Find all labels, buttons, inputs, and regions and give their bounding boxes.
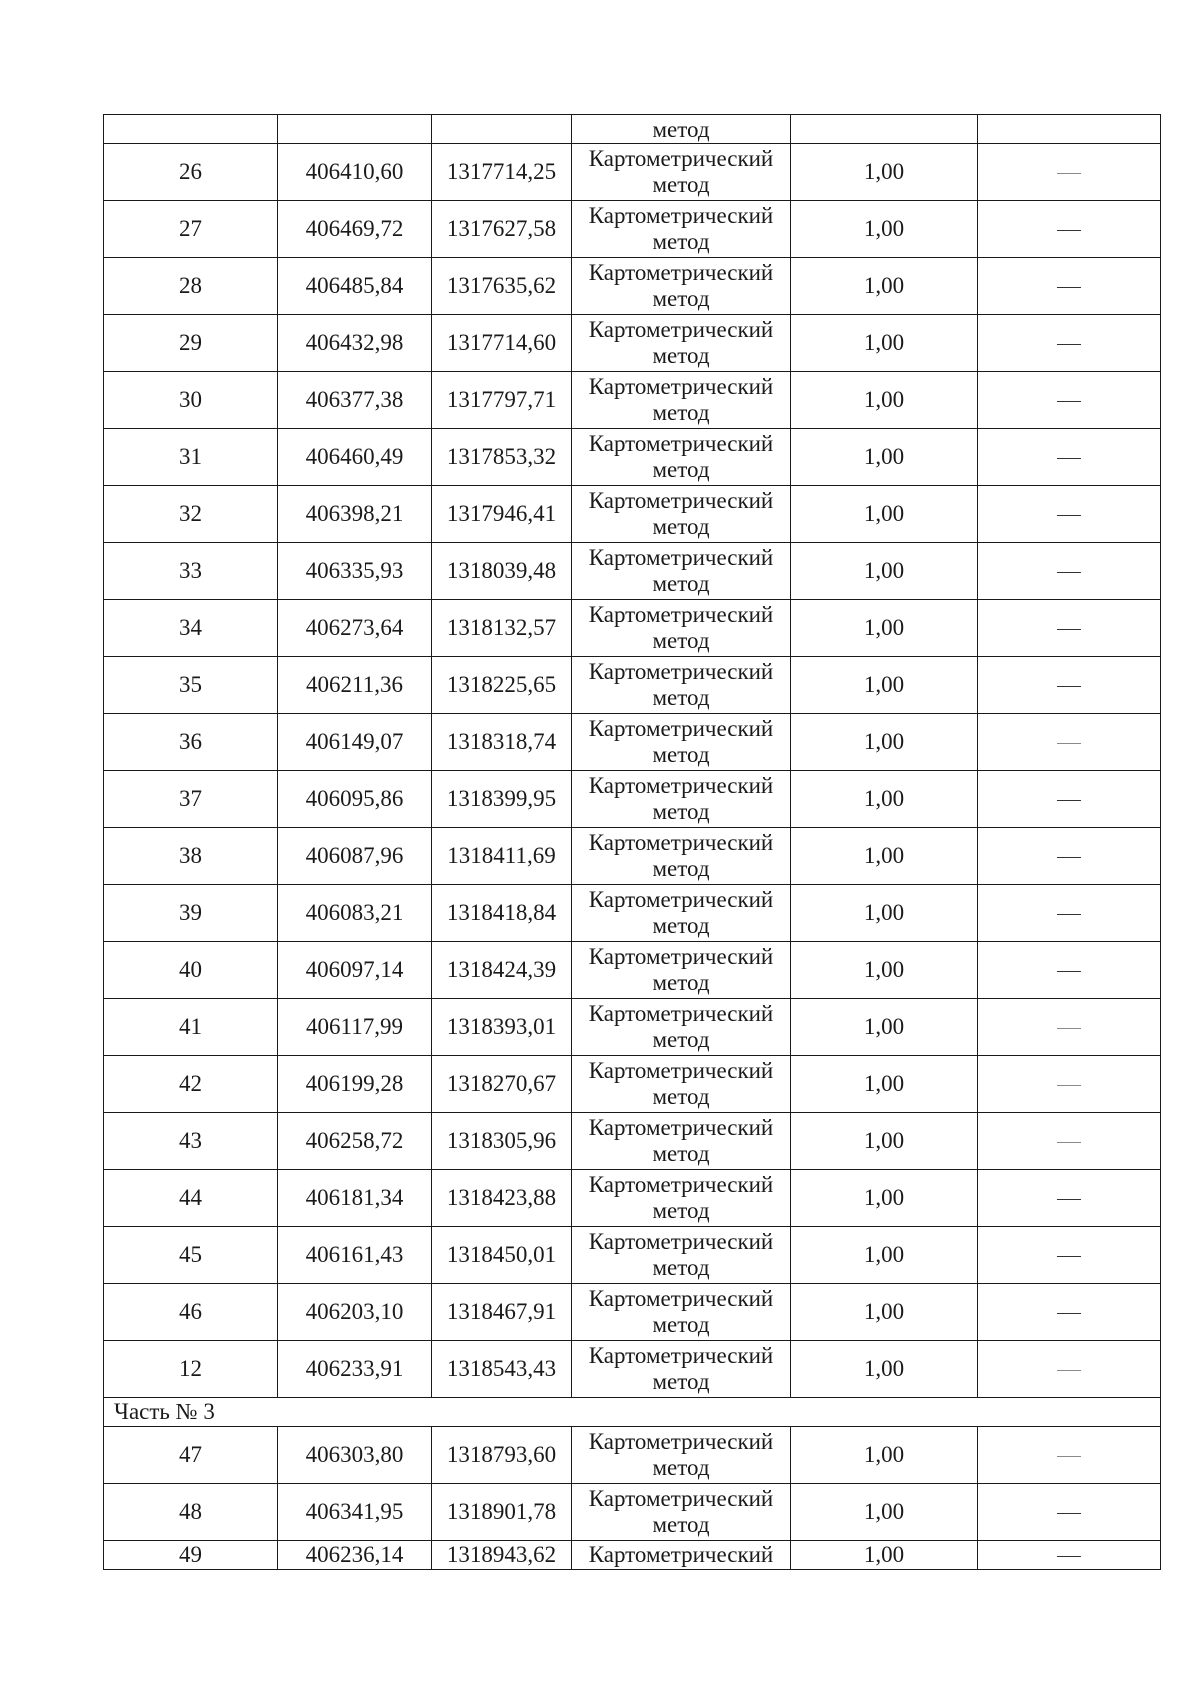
method-line-2: метод xyxy=(652,1141,710,1166)
cell-x-coordinate: 406095,86 xyxy=(278,771,432,828)
cell-point-number: 37 xyxy=(104,771,278,828)
cell-x-coordinate: 406149,07 xyxy=(278,714,432,771)
cell-x-coordinate xyxy=(278,115,432,144)
cell-note xyxy=(978,600,1161,657)
table-row-part-header xyxy=(104,1398,1161,1427)
table-row xyxy=(104,1341,1161,1398)
cell-note xyxy=(978,201,1161,258)
method-line-2: метод xyxy=(652,343,710,368)
cell-point-number: 38 xyxy=(104,828,278,885)
method-line-2: метод xyxy=(652,970,710,995)
cell-error: 1,00 xyxy=(791,201,978,258)
method-line-1: Картометрический xyxy=(588,1343,774,1368)
cell-point-number: 36 xyxy=(104,714,278,771)
method-line-2: метод xyxy=(652,400,710,425)
dash-mark xyxy=(1057,572,1081,573)
cell-error: 1,00 xyxy=(791,1341,978,1398)
cell-point-number: 34 xyxy=(104,600,278,657)
cell-x-coordinate: 406377,38 xyxy=(278,372,432,429)
method-line-1: Картометрический xyxy=(588,887,774,912)
cell-note xyxy=(978,771,1161,828)
dash-mark xyxy=(1057,1456,1081,1457)
cell-error: 1,00 xyxy=(791,828,978,885)
method-line-1: Картометрический xyxy=(588,773,774,798)
method-line-2: метод xyxy=(652,172,710,197)
method-line-1: Картометрический xyxy=(588,1229,774,1254)
cell-point-number: 31 xyxy=(104,429,278,486)
cell-method xyxy=(572,543,791,600)
cell-error: 1,00 xyxy=(791,1541,978,1570)
cell-y-coordinate: 1318132,57 xyxy=(432,600,572,657)
cell-point-number: 49 xyxy=(104,1541,278,1570)
cell-error: 1,00 xyxy=(791,429,978,486)
cell-method xyxy=(572,885,791,942)
method-line-1: Картометрический xyxy=(588,944,774,969)
method-line-2: метод xyxy=(652,685,710,710)
cell-x-coordinate: 406341,95 xyxy=(278,1484,432,1541)
cell-note xyxy=(978,486,1161,543)
cell-note xyxy=(978,1427,1161,1484)
method-line-1: Картометрический xyxy=(588,431,774,456)
dash-mark xyxy=(1057,458,1081,459)
cell-point-number: 30 xyxy=(104,372,278,429)
method-line-2: метод xyxy=(652,1512,710,1537)
cell-y-coordinate: 1317714,25 xyxy=(432,144,572,201)
cell-method xyxy=(572,828,791,885)
cell-point-number: 32 xyxy=(104,486,278,543)
table-row xyxy=(104,543,1161,600)
cell-point-number: 12 xyxy=(104,1341,278,1398)
table-row xyxy=(104,657,1161,714)
cell-method xyxy=(572,372,791,429)
cell-note xyxy=(978,1484,1161,1541)
cell-x-coordinate: 406181,34 xyxy=(278,1170,432,1227)
table-row xyxy=(104,771,1161,828)
dash-mark xyxy=(1057,971,1081,972)
table-row xyxy=(104,315,1161,372)
cell-note xyxy=(978,1284,1161,1341)
method-line-1: Картометрический xyxy=(588,317,774,342)
cell-error: 1,00 xyxy=(791,486,978,543)
dash-mark xyxy=(1057,1028,1081,1029)
cell-error: 1,00 xyxy=(791,771,978,828)
dash-mark xyxy=(1057,230,1081,231)
cell-x-coordinate: 406432,98 xyxy=(278,315,432,372)
cell-x-coordinate: 406117,99 xyxy=(278,999,432,1056)
table-row xyxy=(104,201,1161,258)
cell-point-number: 46 xyxy=(104,1284,278,1341)
method-line-1: Картометрический xyxy=(588,374,774,399)
method-line-1: Картометрический xyxy=(588,1115,774,1140)
cell-note xyxy=(978,1170,1161,1227)
table-row xyxy=(104,1541,1161,1570)
dash-mark xyxy=(1057,287,1081,288)
cell-x-coordinate: 406087,96 xyxy=(278,828,432,885)
cell-point-number: 43 xyxy=(104,1113,278,1170)
dash-mark xyxy=(1057,1256,1081,1257)
cell-method xyxy=(572,1056,791,1113)
cell-y-coordinate: 1318423,88 xyxy=(432,1170,572,1227)
cell-y-coordinate: 1318901,78 xyxy=(432,1484,572,1541)
cell-y-coordinate: 1318543,43 xyxy=(432,1341,572,1398)
cell-x-coordinate: 406097,14 xyxy=(278,942,432,999)
cell-error: 1,00 xyxy=(791,144,978,201)
method-line-2: метод xyxy=(652,457,710,482)
cell-error: 1,00 xyxy=(791,258,978,315)
cell-point-number: 35 xyxy=(104,657,278,714)
method-line-1: Картометрический xyxy=(588,488,774,513)
cell-part-label: Часть № 3 xyxy=(104,1398,1161,1427)
cell-error: 1,00 xyxy=(791,1227,978,1284)
cell-x-coordinate: 406233,91 xyxy=(278,1341,432,1398)
cell-note xyxy=(978,999,1161,1056)
cell-y-coordinate: 1317946,41 xyxy=(432,486,572,543)
dash-mark xyxy=(1057,629,1081,630)
cell-x-coordinate: 406460,49 xyxy=(278,429,432,486)
cell-point-number: 29 xyxy=(104,315,278,372)
cell-method xyxy=(572,999,791,1056)
table-row xyxy=(104,144,1161,201)
cell-method xyxy=(572,429,791,486)
table-row-continuation xyxy=(104,115,1161,144)
cell-point-number: 33 xyxy=(104,543,278,600)
cell-method xyxy=(572,942,791,999)
cell-point-number: 44 xyxy=(104,1170,278,1227)
cell-note xyxy=(978,828,1161,885)
cell-method xyxy=(572,1227,791,1284)
cell-point-number: 40 xyxy=(104,942,278,999)
table-row xyxy=(104,942,1161,999)
cell-x-coordinate: 406303,80 xyxy=(278,1427,432,1484)
method-line-1: Картометрический xyxy=(588,1058,774,1083)
method-line-2: метод xyxy=(652,571,710,596)
cell-method xyxy=(572,1284,791,1341)
cell-x-coordinate: 406199,28 xyxy=(278,1056,432,1113)
table-row xyxy=(104,372,1161,429)
cell-note xyxy=(978,429,1161,486)
cell-note xyxy=(978,1227,1161,1284)
cell-x-coordinate: 406410,60 xyxy=(278,144,432,201)
cell-x-coordinate: 406211,36 xyxy=(278,657,432,714)
dash-mark xyxy=(1057,1556,1081,1557)
dash-mark xyxy=(1057,344,1081,345)
cell-x-coordinate: 406236,14 xyxy=(278,1541,432,1570)
dash-mark xyxy=(1057,857,1081,858)
cell-note xyxy=(978,144,1161,201)
cell-x-coordinate: 406273,64 xyxy=(278,600,432,657)
method-line-1: Картометрический xyxy=(588,716,774,741)
cell-note xyxy=(978,885,1161,942)
cell-method xyxy=(572,1341,791,1398)
method-line-1: Картометрический xyxy=(588,260,774,285)
table-row xyxy=(104,885,1161,942)
table-row xyxy=(104,1427,1161,1484)
table-row xyxy=(104,1170,1161,1227)
cell-method xyxy=(572,1427,791,1484)
cell-error: 1,00 xyxy=(791,657,978,714)
dash-mark xyxy=(1057,1313,1081,1314)
cell-error: 1,00 xyxy=(791,885,978,942)
cell-method xyxy=(572,258,791,315)
cell-note xyxy=(978,258,1161,315)
cell-x-coordinate: 406485,84 xyxy=(278,258,432,315)
cell-x-coordinate: 406203,10 xyxy=(278,1284,432,1341)
table-row xyxy=(104,828,1161,885)
method-line-1: Картометрический xyxy=(588,1486,774,1511)
cell-method xyxy=(572,714,791,771)
cell-error: 1,00 xyxy=(791,942,978,999)
cell-note xyxy=(978,1056,1161,1113)
table-row xyxy=(104,429,1161,486)
cell-method xyxy=(572,600,791,657)
cell-y-coordinate: 1318467,91 xyxy=(432,1284,572,1341)
cell-error: 1,00 xyxy=(791,1113,978,1170)
dash-mark xyxy=(1057,686,1081,687)
cell-y-coordinate: 1318399,95 xyxy=(432,771,572,828)
cell-error: 1,00 xyxy=(791,999,978,1056)
coordinates-table-body xyxy=(104,115,1161,1570)
cell-note xyxy=(978,315,1161,372)
cell-error: 1,00 xyxy=(791,315,978,372)
table-row xyxy=(104,1284,1161,1341)
cell-y-coordinate: 1318943,62 xyxy=(432,1541,572,1570)
cell-point-number: 41 xyxy=(104,999,278,1056)
cell-y-coordinate: 1318418,84 xyxy=(432,885,572,942)
cell-error: 1,00 xyxy=(791,1056,978,1113)
table-row xyxy=(104,600,1161,657)
cell-x-coordinate: 406083,21 xyxy=(278,885,432,942)
dash-mark xyxy=(1057,1142,1081,1143)
cell-method xyxy=(572,144,791,201)
cell-note xyxy=(978,1341,1161,1398)
cell-method: Картометрический xyxy=(572,1541,791,1570)
cell-method xyxy=(572,771,791,828)
cell-note xyxy=(978,942,1161,999)
cell-note xyxy=(978,115,1161,144)
cell-note xyxy=(978,714,1161,771)
cell-x-coordinate: 406161,43 xyxy=(278,1227,432,1284)
cell-x-coordinate: 406469,72 xyxy=(278,201,432,258)
cell-error: 1,00 xyxy=(791,372,978,429)
method-line-1: Картометрический xyxy=(588,146,774,171)
cell-error: 1,00 xyxy=(791,1284,978,1341)
cell-y-coordinate: 1318450,01 xyxy=(432,1227,572,1284)
dash-mark xyxy=(1057,173,1081,174)
cell-note xyxy=(978,1541,1161,1570)
method-line-1: Картометрический xyxy=(588,1429,774,1454)
dash-mark xyxy=(1057,1085,1081,1086)
cell-y-coordinate: 1317797,71 xyxy=(432,372,572,429)
cell-error xyxy=(791,115,978,144)
cell-x-coordinate: 406258,72 xyxy=(278,1113,432,1170)
cell-point-number: 39 xyxy=(104,885,278,942)
cell-y-coordinate: 1318411,69 xyxy=(432,828,572,885)
cell-x-coordinate: 406335,93 xyxy=(278,543,432,600)
cell-error: 1,00 xyxy=(791,1170,978,1227)
method-line-1: Картометрический xyxy=(588,602,774,627)
cell-y-coordinate: 1318424,39 xyxy=(432,942,572,999)
method-line-1: Картометрический xyxy=(588,1286,774,1311)
cell-point-number: 48 xyxy=(104,1484,278,1541)
cell-y-coordinate: 1318793,60 xyxy=(432,1427,572,1484)
method-line-2: метод xyxy=(652,742,710,767)
cell-note xyxy=(978,372,1161,429)
table-row xyxy=(104,1113,1161,1170)
cell-point-number: 42 xyxy=(104,1056,278,1113)
cell-y-coordinate: 1317627,58 xyxy=(432,201,572,258)
method-line-2: метод xyxy=(652,514,710,539)
cell-y-coordinate: 1318393,01 xyxy=(432,999,572,1056)
method-line-2: метод xyxy=(652,856,710,881)
method-line-1: Картометрический xyxy=(588,203,774,228)
cell-y-coordinate: 1317635,62 xyxy=(432,258,572,315)
table-row xyxy=(104,258,1161,315)
cell-note xyxy=(978,1113,1161,1170)
method-line-2: метод xyxy=(652,1027,710,1052)
cell-method xyxy=(572,1113,791,1170)
dash-mark xyxy=(1057,515,1081,516)
method-line-2: метод xyxy=(652,229,710,254)
cell-point-number: 27 xyxy=(104,201,278,258)
cell-method xyxy=(572,1170,791,1227)
cell-y-coordinate: 1318305,96 xyxy=(432,1113,572,1170)
cell-error: 1,00 xyxy=(791,714,978,771)
dash-mark xyxy=(1057,914,1081,915)
method-line-2: метод xyxy=(652,1369,710,1394)
cell-method xyxy=(572,486,791,543)
method-line-1: Картометрический xyxy=(588,1001,774,1026)
dash-mark xyxy=(1057,1513,1081,1514)
table-row xyxy=(104,1484,1161,1541)
cell-method xyxy=(572,1484,791,1541)
cell-error: 1,00 xyxy=(791,543,978,600)
cell-point-number: 28 xyxy=(104,258,278,315)
dash-mark xyxy=(1057,1370,1081,1371)
cell-y-coordinate: 1318225,65 xyxy=(432,657,572,714)
cell-y-coordinate xyxy=(432,115,572,144)
method-line-2: метод xyxy=(652,1198,710,1223)
method-line-2: метод xyxy=(652,628,710,653)
coordinates-table xyxy=(103,114,1161,1570)
table-row xyxy=(104,1227,1161,1284)
cell-method xyxy=(572,657,791,714)
cell-method xyxy=(572,315,791,372)
table-row xyxy=(104,1056,1161,1113)
method-line-2: метод xyxy=(652,913,710,938)
cell-y-coordinate: 1318270,67 xyxy=(432,1056,572,1113)
dash-mark xyxy=(1057,743,1081,744)
method-line-2: метод xyxy=(652,1312,710,1337)
cell-y-coordinate: 1317714,60 xyxy=(432,315,572,372)
method-line-1: Картометрический xyxy=(588,545,774,570)
method-line-2: метод xyxy=(652,286,710,311)
cell-error: 1,00 xyxy=(791,600,978,657)
method-line-1: Картометрический xyxy=(588,1172,774,1197)
method-line-2: метод xyxy=(652,1084,710,1109)
method-line-2: метод xyxy=(652,799,710,824)
cell-y-coordinate: 1318318,74 xyxy=(432,714,572,771)
cell-error: 1,00 xyxy=(791,1427,978,1484)
table-row xyxy=(104,486,1161,543)
cell-y-coordinate: 1317853,32 xyxy=(432,429,572,486)
cell-method xyxy=(572,201,791,258)
cell-point-number: 45 xyxy=(104,1227,278,1284)
dash-mark xyxy=(1057,401,1081,402)
table-row xyxy=(104,999,1161,1056)
cell-point-number xyxy=(104,115,278,144)
method-line-1: Картометрический xyxy=(588,830,774,855)
dash-mark xyxy=(1057,1199,1081,1200)
cell-error: 1,00 xyxy=(791,1484,978,1541)
cell-method: метод xyxy=(572,115,791,144)
cell-y-coordinate: 1318039,48 xyxy=(432,543,572,600)
cell-note xyxy=(978,657,1161,714)
cell-x-coordinate: 406398,21 xyxy=(278,486,432,543)
method-line-2: метод xyxy=(652,1455,710,1480)
method-line-2: метод xyxy=(652,1255,710,1280)
dash-mark xyxy=(1057,800,1081,801)
cell-note xyxy=(978,543,1161,600)
method-line-1: Картометрический xyxy=(588,659,774,684)
cell-point-number: 26 xyxy=(104,144,278,201)
cell-point-number: 47 xyxy=(104,1427,278,1484)
table-row xyxy=(104,714,1161,771)
